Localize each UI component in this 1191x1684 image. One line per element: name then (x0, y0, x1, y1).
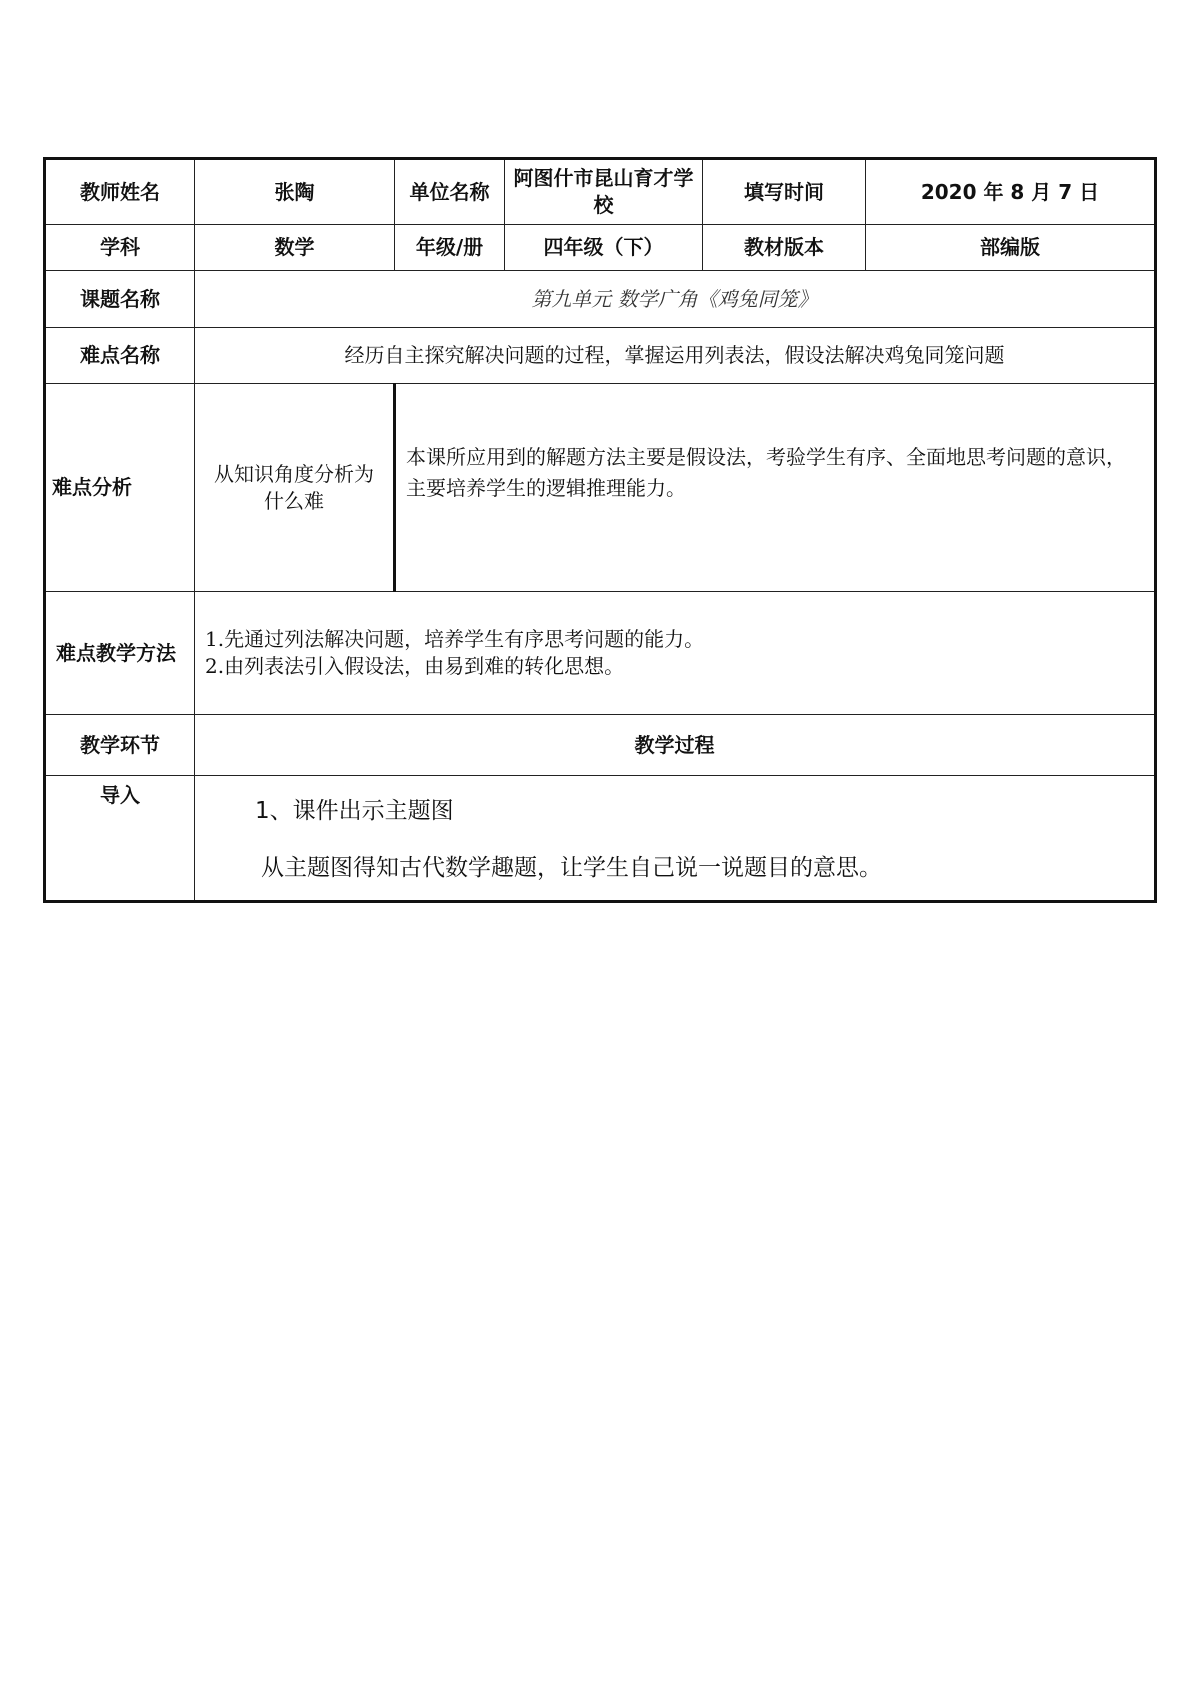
topic-value: 第九单元 数学广角《鸡兔同笼》 (195, 271, 1156, 328)
unit-name-value: 阿图什市昆山育才学校 (505, 159, 703, 225)
stage-header: 教学环节 (45, 715, 195, 776)
intro-row (45, 776, 1156, 902)
fill-date-value: 2020 年 8 月 7 日 (866, 159, 1156, 225)
lesson-plan-document (43, 157, 1154, 903)
analysis-text: 本课所应用到的解题方法主要是假设法，考验学生有序、全面地思考问题的意识，主要培养学生的逻辑推理能力。 (406, 444, 1126, 500)
process-header: 教学过程 (195, 715, 1156, 776)
method-row (45, 592, 1156, 715)
teacher-name-value: 张陶 (195, 159, 395, 225)
method-label: 难点教学方法 (45, 592, 195, 715)
intro-stage: 导入 (45, 776, 195, 902)
grade-value: 四年级（下） (505, 225, 703, 271)
subject-value: 数学 (195, 225, 395, 271)
fill-date-label: 填写时间 (703, 159, 866, 225)
subject-label: 学科 (45, 225, 195, 271)
method-value (195, 592, 1156, 715)
analysis-value (395, 384, 1156, 592)
info-row-2 (45, 225, 1156, 271)
method-item-1: 1.先通过列法解决问题，培养学生有序思考问题的能力。 (205, 627, 705, 651)
intro-line-1: 1、课件出示主题图 (255, 798, 454, 824)
edition-value: 部编版 (866, 225, 1156, 271)
intro-line-2: 从主题图得知古代数学趣题，让学生自己说一说题目的意思。 (261, 855, 882, 882)
lesson-plan-table (43, 157, 1157, 903)
analysis-row (45, 384, 1156, 592)
info-row-1 (45, 159, 1156, 225)
grade-label: 年级/册 (395, 225, 505, 271)
analysis-label: 难点分析 (45, 384, 195, 592)
intro-content (195, 776, 1156, 902)
edition-label: 教材版本 (703, 225, 866, 271)
teacher-name-label: 教师姓名 (45, 159, 195, 225)
process-header-row (45, 715, 1156, 776)
difficulty-label: 难点名称 (45, 328, 195, 384)
unit-name-label: 单位名称 (395, 159, 505, 225)
method-item-2: 2.由列表法引入假设法，由易到难的转化思想。 (205, 654, 625, 678)
topic-label: 课题名称 (45, 271, 195, 328)
topic-row (45, 271, 1156, 328)
difficulty-row (45, 328, 1156, 384)
difficulty-value: 经历自主探究解决问题的过程，掌握运用列表法，假设法解决鸡兔同笼问题 (195, 328, 1156, 384)
analysis-sub-label: 从知识角度分析为什么难 (195, 384, 395, 592)
